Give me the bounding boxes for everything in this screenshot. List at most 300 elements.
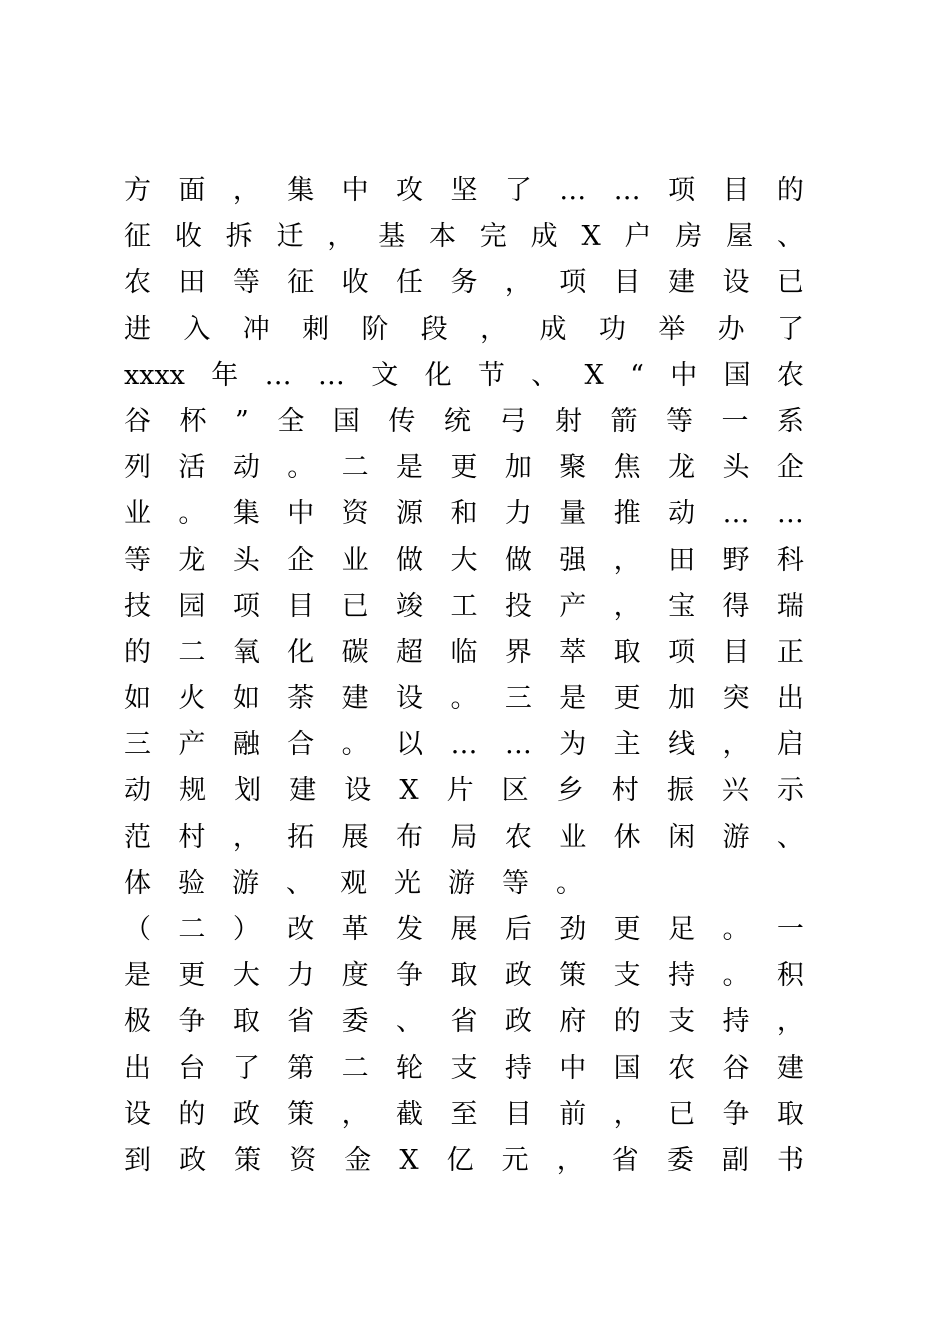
text-glyph: 已 [776, 267, 804, 299]
text-glyph: 目 [613, 267, 641, 299]
text-glyph: 了 [776, 313, 804, 345]
text-glyph: 拆 [225, 221, 253, 253]
text-glyph: 源 [396, 498, 424, 530]
text-glyph: 房 [675, 221, 703, 253]
text-line [124, 953, 804, 999]
text-glyph: 了 [232, 1052, 260, 1084]
text-glyph: … [613, 175, 641, 206]
text-glyph: 闲 [668, 821, 696, 853]
text-glyph: 收 [174, 221, 202, 253]
text-glyph: 投 [504, 590, 532, 622]
text-glyph: 书 [776, 1144, 804, 1176]
text-glyph: 科 [776, 544, 804, 576]
text-glyph: 合 [287, 729, 315, 761]
text-glyph: 办 [717, 313, 745, 345]
text-glyph: 国 [332, 405, 360, 437]
text-glyph: 田 [668, 544, 696, 576]
text-glyph: 极 [124, 1006, 151, 1038]
text-glyph: 建 [668, 267, 696, 299]
text-glyph: 乡 [556, 775, 584, 807]
text-glyph: 是 [559, 683, 587, 715]
text-line [124, 815, 804, 861]
text-glyph: 。 [722, 960, 750, 992]
text-glyph: 布 [396, 821, 424, 853]
text-line [124, 722, 804, 768]
text-glyph: 游 [448, 867, 475, 899]
text-glyph: 如 [232, 683, 260, 715]
text-glyph: 后 [504, 914, 532, 945]
text-glyph: 刺 [302, 313, 330, 345]
text-glyph: ， [504, 267, 532, 299]
text-glyph: 进 [124, 313, 151, 345]
text-glyph: 持 [722, 1006, 750, 1038]
text-glyph: 游 [722, 821, 750, 853]
text-glyph: 成 [539, 313, 567, 345]
text-glyph: 做 [396, 544, 424, 576]
text-glyph: ， [341, 1098, 369, 1130]
body-text [124, 168, 804, 1184]
text-glyph: 的 [613, 1006, 641, 1038]
text-glyph: 功 [598, 313, 626, 345]
text-glyph: 举 [658, 313, 686, 345]
text-glyph: 前 [559, 1098, 587, 1130]
text-glyph: 活 [178, 452, 206, 484]
text-glyph: X [399, 775, 419, 807]
text-glyph: 项 [668, 636, 696, 668]
text-line [124, 584, 804, 630]
text-glyph: 任 [396, 267, 424, 299]
text-glyph: 至 [450, 1098, 478, 1130]
text-glyph: 府 [559, 1006, 587, 1038]
text-glyph: 积 [776, 960, 804, 992]
text-glyph: 方 [124, 175, 151, 206]
text-glyph: 业 [559, 821, 587, 853]
text-glyph: 村 [178, 821, 206, 853]
text-glyph: 政 [179, 1144, 207, 1176]
text-glyph: 攻 [396, 175, 424, 206]
text-glyph: 省 [611, 1144, 639, 1176]
text-glyph: 出 [776, 683, 804, 715]
text-line [124, 445, 804, 491]
text-glyph: 化 [424, 359, 452, 391]
text-glyph: 二 [178, 914, 206, 945]
text-glyph: 瑞 [776, 590, 804, 622]
text-glyph: 。 [341, 729, 369, 761]
text-glyph: 界 [504, 636, 532, 668]
text-glyph: ， [556, 1144, 584, 1176]
text-glyph: 力 [504, 498, 532, 530]
text-glyph: 、 [531, 359, 559, 391]
text-glyph: 政 [232, 1098, 260, 1130]
text-glyph: ， [613, 590, 641, 622]
text-glyph: 荼 [287, 683, 315, 715]
text-glyph: 聚 [559, 452, 587, 484]
text-glyph: 支 [613, 960, 641, 992]
text-glyph: 三 [504, 683, 532, 715]
text-glyph: 目 [287, 590, 315, 622]
text-glyph: 更 [450, 452, 478, 484]
text-glyph: ， [480, 313, 508, 345]
text-glyph: 入 [183, 313, 211, 345]
text-line [124, 260, 804, 306]
text-glyph: ” [235, 405, 249, 437]
text-glyph: 争 [722, 1098, 750, 1130]
text-glyph: 轮 [396, 1052, 424, 1084]
text-glyph: 是 [396, 452, 424, 484]
text-glyph: 和 [450, 498, 478, 530]
text-glyph: 农 [776, 359, 804, 391]
text-line [124, 399, 804, 445]
text-glyph: ， [722, 729, 750, 761]
text-glyph: 集 [232, 498, 260, 530]
text-glyph: 中 [341, 175, 369, 206]
text-glyph: 加 [504, 452, 532, 484]
text-line [124, 676, 804, 722]
text-glyph: X [581, 221, 601, 253]
text-glyph: 全 [277, 405, 305, 437]
text-glyph: 发 [396, 914, 424, 945]
text-line [124, 491, 804, 537]
text-glyph: 更 [613, 683, 641, 715]
text-glyph: 休 [613, 821, 641, 853]
text-glyph: 委 [666, 1144, 694, 1176]
text-glyph: xxxx [124, 359, 185, 391]
text-glyph: … [722, 498, 750, 530]
text-glyph: 支 [450, 1052, 478, 1084]
text-glyph: 三 [124, 729, 151, 761]
text-glyph: 超 [396, 636, 424, 668]
text-glyph: 建 [341, 683, 369, 715]
text-glyph: 业 [341, 544, 369, 576]
text-glyph: 示 [776, 775, 804, 807]
text-glyph: 设 [344, 775, 372, 807]
text-line [124, 1138, 804, 1184]
text-glyph: 征 [124, 221, 151, 253]
text-glyph: 产 [559, 590, 587, 622]
text-glyph: 中 [559, 1052, 587, 1084]
text-glyph: 产 [178, 729, 206, 761]
text-glyph: … [776, 498, 804, 530]
text-glyph: 箭 [610, 405, 638, 437]
text-glyph: 屋 [726, 221, 754, 253]
text-glyph: 已 [341, 590, 369, 622]
text-glyph: 。 [450, 683, 478, 715]
text-glyph: 收 [341, 267, 369, 299]
text-glyph: 阶 [361, 313, 389, 345]
text-glyph: 冲 [242, 313, 270, 345]
text-glyph: 。 [287, 452, 315, 484]
text-glyph: 设 [396, 683, 424, 715]
text-glyph: 加 [668, 683, 696, 715]
text-glyph: 出 [124, 1052, 151, 1084]
text-glyph: 村 [611, 775, 639, 807]
text-glyph: 氧 [232, 636, 260, 668]
text-glyph: ， [232, 821, 260, 853]
text-glyph: 改 [287, 914, 315, 945]
text-glyph: 完 [479, 221, 507, 253]
text-glyph: 省 [287, 1006, 315, 1038]
text-glyph: 支 [668, 1006, 696, 1038]
text-glyph: 策 [287, 1098, 315, 1130]
text-glyph: 临 [450, 636, 478, 668]
text-glyph: 等 [665, 405, 693, 437]
text-glyph: 推 [613, 498, 641, 530]
text-glyph: … [559, 175, 587, 206]
text-glyph: 务 [450, 267, 478, 299]
text-glyph: 为 [559, 729, 587, 761]
text-glyph: 量 [559, 498, 587, 530]
text-glyph: 取 [613, 636, 641, 668]
text-glyph: 中 [287, 498, 315, 530]
text-glyph: 持 [668, 960, 696, 992]
text-glyph: 做 [504, 544, 532, 576]
text-glyph: 副 [721, 1144, 749, 1176]
text-glyph: 取 [776, 1098, 804, 1130]
text-glyph: “ [630, 359, 644, 391]
text-line [124, 768, 804, 814]
text-glyph: 验 [178, 867, 205, 899]
text-glyph: 文 [371, 359, 399, 391]
text-line [124, 168, 804, 214]
text-glyph: 坚 [450, 175, 478, 206]
text-glyph: 已 [668, 1098, 696, 1130]
text-line [124, 1092, 804, 1138]
text-glyph: 国 [613, 1052, 641, 1084]
text-glyph: 资 [289, 1144, 317, 1176]
text-line [124, 307, 804, 353]
text-glyph: 农 [668, 1052, 696, 1084]
text-glyph: 如 [124, 683, 151, 715]
text-glyph: 突 [722, 683, 750, 715]
text-glyph: … [317, 359, 345, 391]
text-glyph: 等 [502, 867, 529, 899]
text-glyph: 展 [450, 914, 478, 945]
text-glyph: 二 [341, 452, 369, 484]
text-glyph: 资 [341, 498, 369, 530]
text-glyph: 范 [124, 821, 151, 853]
text-glyph: 取 [232, 1006, 260, 1038]
text-glyph: 宝 [668, 590, 696, 622]
text-glyph: ， [327, 221, 355, 253]
text-glyph: 劲 [559, 914, 587, 945]
text-glyph: 杯 [179, 405, 207, 437]
text-glyph: 的 [178, 1098, 206, 1130]
text-glyph: 展 [341, 821, 369, 853]
text-glyph: 一 [776, 914, 804, 945]
text-glyph: 争 [178, 1006, 206, 1038]
text-glyph: 策 [559, 960, 587, 992]
text-glyph: 国 [723, 359, 751, 391]
text-glyph: 传 [388, 405, 416, 437]
text-glyph: 基 [378, 221, 406, 253]
text-glyph: 技 [124, 590, 151, 622]
text-glyph: 设 [722, 267, 750, 299]
text-glyph: 田 [178, 267, 206, 299]
text-glyph: 段 [420, 313, 448, 345]
text-glyph: 。 [556, 867, 583, 899]
text-glyph: 户 [624, 221, 652, 253]
text-glyph: 工 [450, 590, 478, 622]
text-glyph: 区 [501, 775, 529, 807]
text-glyph: 更 [613, 914, 641, 945]
text-glyph: 建 [776, 1052, 804, 1084]
text-glyph: 、 [776, 821, 804, 853]
text-glyph: 度 [341, 960, 369, 992]
text-glyph: 目 [504, 1098, 532, 1130]
text-glyph: 园 [178, 590, 206, 622]
text-glyph: 碳 [341, 636, 369, 668]
text-glyph: 集 [287, 175, 315, 206]
text-glyph: 第 [287, 1052, 315, 1084]
text-glyph: 头 [722, 452, 750, 484]
text-glyph: X [584, 359, 604, 391]
text-glyph: 、 [396, 1006, 424, 1038]
text-glyph: 项 [668, 175, 696, 206]
text-glyph: 光 [394, 867, 421, 899]
text-glyph: 设 [124, 1098, 151, 1130]
text-glyph: 持 [504, 1052, 532, 1084]
text-glyph: X [399, 1144, 419, 1176]
text-glyph: 系 [777, 405, 804, 437]
text-glyph: … [450, 729, 478, 761]
text-glyph: 动 [668, 498, 696, 530]
text-glyph: 谷 [722, 1052, 750, 1084]
text-glyph: 萃 [559, 636, 587, 668]
text-glyph: 等 [124, 544, 151, 576]
text-glyph: 节 [477, 359, 505, 391]
text-glyph: 拓 [287, 821, 315, 853]
text-glyph: 项 [232, 590, 260, 622]
text-glyph: 争 [396, 960, 424, 992]
text-glyph: 足 [668, 914, 696, 945]
text-glyph: 亿 [446, 1144, 474, 1176]
text-glyph: 竣 [396, 590, 424, 622]
text-glyph: 政 [504, 960, 532, 992]
text-glyph: 线 [668, 729, 696, 761]
text-glyph: 本 [428, 221, 456, 253]
text-glyph: 主 [613, 729, 641, 761]
text-glyph: 启 [776, 729, 804, 761]
text-glyph: 正 [776, 636, 804, 668]
text-glyph: 企 [287, 544, 315, 576]
text-glyph: 了 [504, 175, 532, 206]
text-glyph: 列 [124, 452, 151, 484]
text-glyph: 以 [396, 729, 424, 761]
text-glyph: 片 [446, 775, 474, 807]
text-glyph: 一 [721, 405, 749, 437]
text-glyph: 二 [341, 1052, 369, 1084]
text-glyph: 元 [501, 1144, 529, 1176]
text-glyph: 委 [341, 1006, 369, 1038]
text-glyph: 项 [559, 267, 587, 299]
text-glyph: 更 [178, 960, 206, 992]
text-glyph: 中 [670, 359, 698, 391]
text-glyph: ， [613, 544, 641, 576]
text-glyph: 动 [124, 775, 151, 807]
text-line [124, 999, 804, 1045]
text-glyph: 头 [232, 544, 260, 576]
text-glyph: 取 [450, 960, 478, 992]
text-glyph: 大 [450, 544, 478, 576]
text-glyph: 台 [178, 1052, 206, 1084]
text-glyph: 业 [124, 498, 151, 530]
text-glyph: 金 [344, 1144, 372, 1176]
text-glyph: … [504, 729, 532, 761]
text-glyph: 龙 [178, 544, 206, 576]
text-glyph: 企 [776, 452, 804, 484]
text-glyph: 迁 [276, 221, 304, 253]
text-glyph: ， [232, 175, 260, 206]
text-glyph: 、 [286, 867, 313, 899]
text-glyph: … [264, 359, 292, 391]
text-glyph: 龙 [668, 452, 696, 484]
text-glyph: 等 [232, 267, 260, 299]
text-glyph: 的 [124, 636, 151, 668]
text-line [124, 353, 804, 399]
text-glyph: 焦 [613, 452, 641, 484]
text-glyph: 革 [341, 914, 369, 945]
text-glyph: ， [776, 1006, 804, 1038]
text-glyph: 省 [450, 1006, 478, 1038]
text-glyph: 政 [504, 1006, 532, 1038]
text-glyph: 振 [666, 775, 694, 807]
text-glyph: 谷 [124, 405, 151, 437]
text-glyph: 截 [396, 1098, 424, 1130]
text-glyph: 征 [287, 267, 315, 299]
text-glyph: 游 [232, 867, 259, 899]
text-glyph: 。 [722, 914, 750, 945]
text-glyph: 农 [124, 267, 151, 299]
text-glyph: 融 [232, 729, 260, 761]
text-glyph: 兴 [721, 775, 749, 807]
text-glyph: 力 [287, 960, 315, 992]
text-glyph: 是 [124, 960, 151, 992]
text-line [124, 214, 804, 260]
text-line [124, 861, 804, 907]
text-glyph: 农 [504, 821, 532, 853]
text-glyph: 。 [178, 498, 206, 530]
text-glyph: ） [232, 914, 260, 945]
text-line [124, 907, 804, 953]
text-glyph: 面 [178, 175, 206, 206]
text-glyph: 化 [287, 636, 315, 668]
text-glyph: 野 [722, 544, 750, 576]
text-glyph: （ [124, 914, 151, 945]
text-glyph: 局 [450, 821, 478, 853]
text-glyph: 弓 [499, 405, 527, 437]
text-glyph: 策 [234, 1144, 262, 1176]
text-glyph: 动 [232, 452, 260, 484]
text-line [124, 630, 804, 676]
text-glyph: 、 [777, 221, 804, 253]
text-glyph: 年 [211, 359, 239, 391]
text-line [124, 1046, 804, 1092]
text-glyph: 到 [124, 1144, 151, 1176]
text-glyph: 成 [530, 221, 558, 253]
text-glyph: 射 [554, 405, 582, 437]
text-glyph: 目 [722, 175, 750, 206]
text-glyph: 二 [178, 636, 206, 668]
text-line [124, 538, 804, 584]
text-glyph: 统 [443, 405, 471, 437]
text-glyph: 建 [289, 775, 317, 807]
text-glyph: 目 [722, 636, 750, 668]
text-glyph: 划 [234, 775, 262, 807]
text-glyph: 规 [179, 775, 207, 807]
text-glyph: 的 [776, 175, 804, 206]
text-glyph: 得 [722, 590, 750, 622]
text-glyph: 体 [124, 867, 151, 899]
